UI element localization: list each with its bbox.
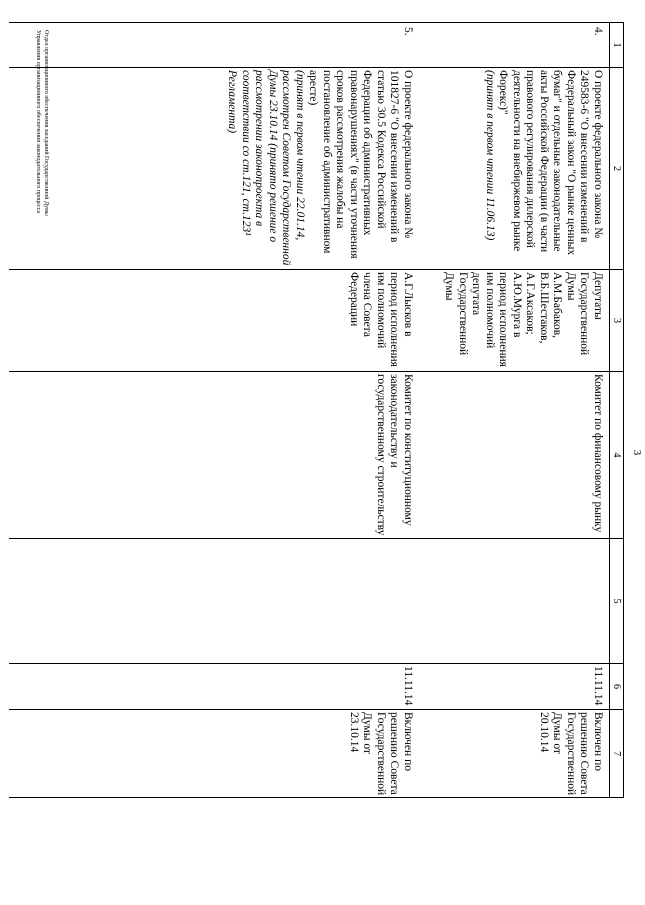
empty-cell — [419, 539, 610, 664]
table-row — [419, 23, 610, 798]
bill-description: О проекте федерального закона № 101827-6 "О внесении изменений в статью 30.5 Кодекса Российской Федерации об административных правонарушениях" (в части уточнения сроков рассмотрения жалобы на постановление об административном аресте) — [307, 70, 414, 259]
committee-cell: Комитет по финансовому рынку — [419, 372, 610, 539]
page-number: 3 — [631, 449, 643, 456]
initiator-cell: А.Г.Лысков в период исполнения им полномочий члена Совета Федерации — [9, 270, 419, 372]
footer-line: Отдел организационного обеспечения заседаний Государственной Думы — [43, 30, 49, 216]
remark-cell: Включен по решению Совета Государственной Думы от 20.10.14 — [419, 710, 610, 798]
column-header-row — [610, 23, 624, 798]
row-number: 4. — [419, 23, 610, 68]
bill-note: (принят в первом чтении 22.01.14, рассмотрен Советом Государственной Думы 23.10.14 (принято решение о рассмотрении законопроекта в соответствии со ст.121, ст.123¹ Регламента) — [226, 70, 306, 266]
empty-cell — [9, 539, 419, 664]
date-cell: 11.11.14 — [419, 664, 610, 710]
footer-line: Управления организационного обеспечения законодательного процесса — [35, 30, 41, 214]
rotated-page — [5, 0, 645, 905]
column-header: 6 — [610, 664, 624, 710]
row-number: 5. — [9, 23, 419, 68]
column-header: 7 — [610, 710, 624, 798]
bill-description: О проекте федерального закона № 249583-6 "О внесении изменений в Федеральный закон "О рынке ценных бумаг" и отдельные законодательные акты Российской Федерации (в части правового регулирования дилерской деятельности на внебиржевом рынке Форекс)" — [497, 70, 604, 256]
column-header: 4 — [610, 372, 624, 539]
initiator-cell: Депутаты Государственной Думы А.М.Бабаков, В.Б.Шестаков, А.Г.Аксаков; А.Ю.Мурга в период исполнения им полномочий депутата Государственной Думы — [419, 270, 610, 372]
agenda-table — [9, 22, 624, 798]
column-header: 2 — [610, 68, 624, 270]
bill-cell — [9, 68, 419, 270]
bill-cell — [419, 68, 610, 270]
remark-cell: Включен по решению Совета Государственной Думы от 23.10.14 — [9, 710, 419, 798]
column-header: 5 — [610, 539, 624, 664]
bill-note: (принят в первом чтении 11.06.13) — [484, 70, 496, 241]
footer — [34, 30, 50, 216]
column-header: 3 — [610, 270, 624, 372]
table-row — [9, 23, 419, 798]
column-header: 1 — [610, 23, 624, 68]
committee-cell: Комитет по конституционному законодательству и государственному строительству — [9, 372, 419, 539]
date-cell: 11.11.14 — [9, 664, 419, 710]
